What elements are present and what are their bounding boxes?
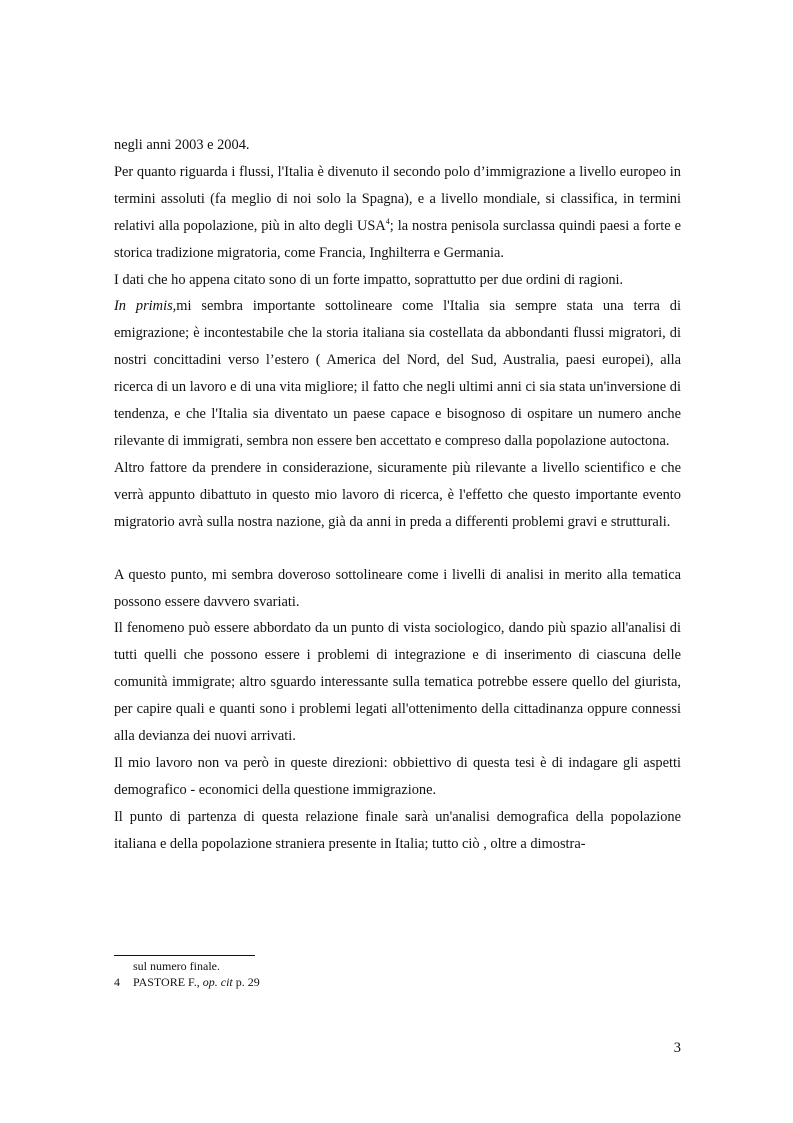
footnote-text: PASTORE F., op. cit p. 29 bbox=[133, 975, 260, 989]
paragraph: Il fenomeno può essere abbordato da un punto di vista sociologico, dando più spazio all'analisi di tutti quelli che possono essere i problemi di integrazione e di inserimento di ciascuna delle comunità immigrate; altro sguardo interessante sulla tematica potrebbe essere quello del giurista, per capire quali e quanti sono i problemi legati all'ottenimento della cittadinanza oppure connessi alla devianza dei nuovi arrivati. bbox=[114, 620, 681, 745]
body-text bbox=[114, 132, 681, 858]
paragraph-gap bbox=[114, 536, 681, 562]
footnote-number: 4 bbox=[114, 975, 120, 989]
page-number: 3 bbox=[673, 1040, 681, 1056]
paragraph: Altro fattore da prendere in considerazione, sicuramente più rilevante a livello scientifico e che verrà appunto dibattuto in questo mio lavoro di ricerca, è l'effetto che questo importante evento migratorio avrà sulla nostra nazione, già da anni in preda a differenti problemi gravi e strutturali. bbox=[114, 459, 681, 530]
footnote-4 bbox=[114, 974, 681, 990]
paragraph: I dati che ho appena citato sono di un forte impatto, soprattutto per due ordini di ragioni. bbox=[114, 271, 624, 288]
italic-phrase: In primis, bbox=[114, 298, 177, 315]
paragraph: Per quanto riguarda i flussi, l'Italia è divenuto il secondo polo d’immigrazione a livello europeo in termini assoluti (fa meglio di noi solo la Spagna), e a livello mondiale, si classifica, in termini relativi alla popolazione, più in alto degli USA$^4$; la nostra penisola surclassa quindi paesi a forte e storica tradizione migratoria, come Francia, Inghilterra e Germania. bbox=[114, 163, 681, 261]
paragraph: Il punto di partenza di questa relazione finale sarà un'analisi demografica della popolazione italiana e della popolazione straniera presente in Italia; tutto ciò , oltre a dimostra- bbox=[114, 808, 681, 852]
footnotes bbox=[114, 958, 681, 990]
footnote-separator bbox=[114, 955, 255, 956]
paragraph: A questo punto, mi sembra doveroso sottolineare come i livelli di analisi in merito alla tematica possono essere davvero svariati. bbox=[114, 566, 681, 610]
paragraph: In primis,mi sembra importante sottolineare come l'Italia sia sempre stata una terra di emigrazione; è incontestabile che la storia italiana sia costellata da abbondanti flussi migratori, di nostri concittadini verso l’estero ( America del Nord, del Sud, Australia, paesi europei), alla ricerca di un lavoro e di una vita migliore; il fatto che negli ultimi anni ci sia stata un'inversione di tendenza, e che l'Italia sia diventato un paese capace e bisognoso di ospitare un numero anche rilevante di immigrati, sembra non essere ben accettato e compreso dalla popolazione autoctona. bbox=[114, 298, 681, 449]
paragraph: negli anni 2003 e 2004. bbox=[114, 137, 250, 153]
paragraph: Il mio lavoro non va però in queste direzioni: obbiettivo di questa tesi è di indagare gli aspetti demografico - economici della questione immigrazione. bbox=[114, 754, 681, 798]
footnote-continuation: sul numero finale. bbox=[133, 959, 220, 973]
footnote-reference: 4 bbox=[385, 216, 390, 226]
